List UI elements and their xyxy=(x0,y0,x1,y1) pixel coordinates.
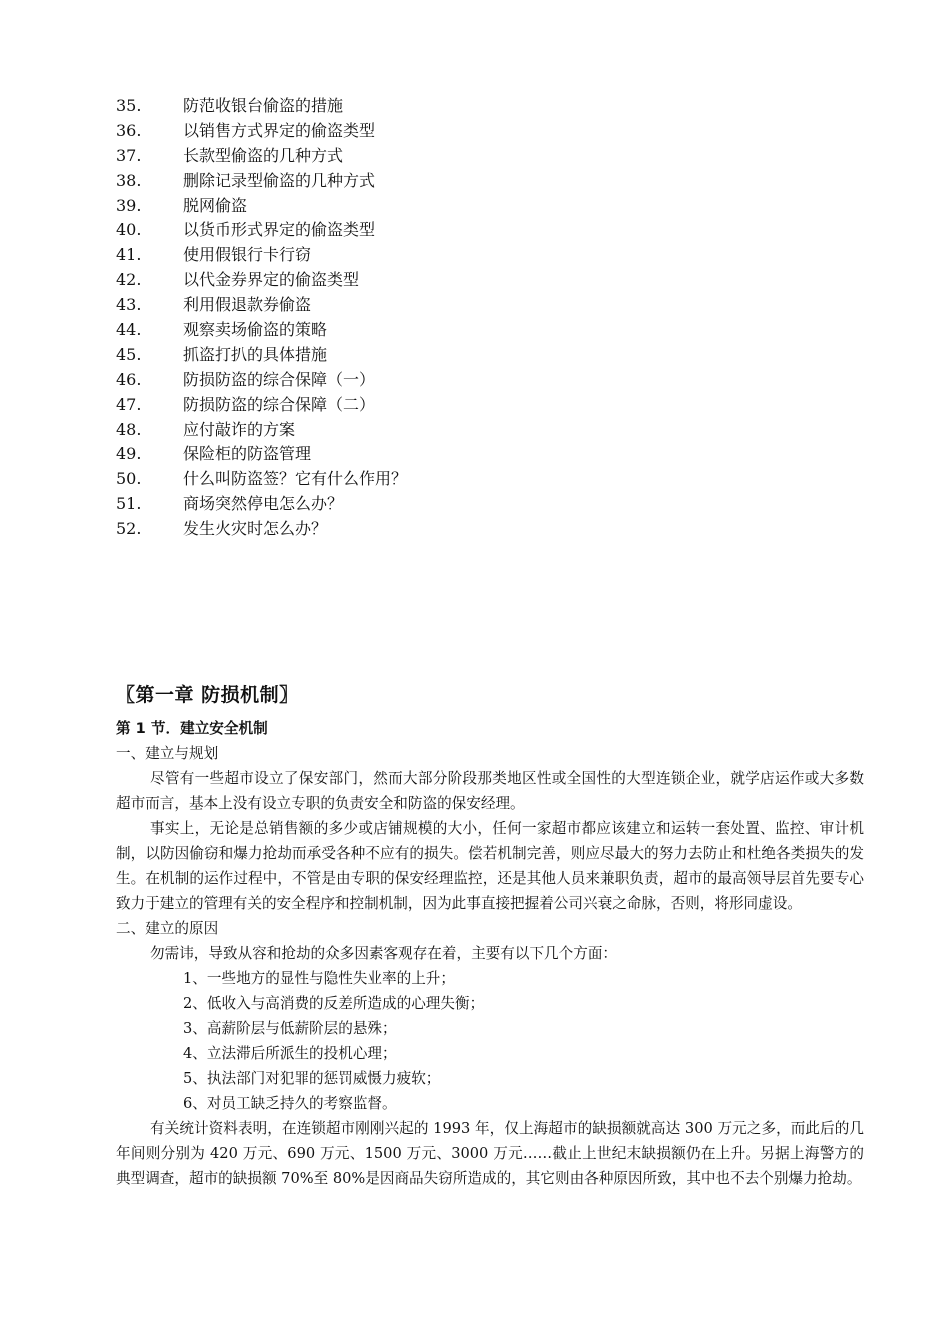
toc-item-text: 防损防盗的综合保障（一） xyxy=(183,369,376,389)
toc-item-number: 35. xyxy=(116,96,142,115)
toc-item xyxy=(116,169,407,194)
toc-item xyxy=(116,293,407,318)
toc-item xyxy=(116,492,407,517)
toc-item-text: 商场突然停电怎么办？ xyxy=(183,494,344,514)
toc-item-text: 应付敲诈的方案 xyxy=(183,419,296,439)
list-item: 6、对员工缺乏持久的考察监督。 xyxy=(183,1095,397,1112)
table-of-contents xyxy=(116,94,407,542)
toc-item xyxy=(116,119,407,144)
toc-item-number: 52. xyxy=(116,519,142,539)
toc-item-text: 以货币形式界定的偷盗类型 xyxy=(183,220,376,240)
chapter-body xyxy=(116,716,864,1191)
toc-item-number: 40. xyxy=(116,220,142,240)
list-item: 4、立法滞后所派生的投机心理； xyxy=(183,1045,397,1062)
toc-item xyxy=(116,318,407,343)
toc-item-number: 44. xyxy=(116,320,142,340)
toc-item xyxy=(116,218,407,243)
toc-item-number: 50. xyxy=(116,469,142,489)
toc-item-number: 48. xyxy=(116,419,142,439)
paragraph: 勿需讳，导致从容和抢劫的众多因素客观存在着，主要有以下几个方面： xyxy=(150,945,618,962)
paragraph: 有关统计资料表明，在连锁超市刚刚兴起的 1993 年，仅上海超市的缺损额就高达 300 万元之多，而此后的几年间则分别为 420 万元、690 万元、1500 万元、3000 万元……截止上世纪末缺损额仍在上升。另据上海警方的典型调查，超市的缺损额 70%至 80%是因商品失窃所造成的，其它则由各种原因所致，其中也不去个别爆力抢劫。 xyxy=(116,1120,864,1187)
chapter-title: 〖第一章 防损机制〗 xyxy=(116,684,299,706)
toc-item xyxy=(116,418,407,443)
toc-item-text: 脱网偷盗 xyxy=(183,195,248,215)
toc-item xyxy=(116,467,407,492)
toc-item xyxy=(116,368,407,393)
list-item: 1、一些地方的显性与隐性失业率的上升； xyxy=(183,970,455,987)
toc-item-text: 以销售方式界定的偷盗类型 xyxy=(183,120,376,140)
list-item: 2、低收入与高消费的反差所造成的心理失衡； xyxy=(183,995,485,1012)
toc-item xyxy=(116,517,407,542)
toc-item xyxy=(116,144,407,169)
section-title: 第 1 节．建立安全机制 xyxy=(116,720,268,737)
list-item: 3、高薪阶层与低薪阶层的悬殊； xyxy=(183,1020,397,1037)
toc-item-text: 发生火灾时怎么办？ xyxy=(183,519,328,539)
toc-item-number: 39. xyxy=(116,195,142,215)
toc-item-text: 抓盗打扒的具体措施 xyxy=(183,344,328,364)
toc-item-number: 38. xyxy=(116,170,142,190)
toc-item-number: 36. xyxy=(116,120,142,140)
toc-item-number: 45. xyxy=(116,344,142,364)
toc-item-text: 防范收银台偷盗的措施 xyxy=(183,96,344,115)
toc-item-text: 防损防盗的综合保障（二） xyxy=(183,394,376,414)
toc-item-number: 51. xyxy=(116,494,142,514)
toc-item-text: 保险柜的防盗管理 xyxy=(183,444,312,464)
toc-item-number: 41. xyxy=(116,245,142,265)
toc-item-text: 使用假银行卡行窃 xyxy=(183,245,312,265)
toc-item xyxy=(116,393,407,418)
toc-item-text: 观察卖场偷盗的策略 xyxy=(183,320,328,340)
toc-item-text: 删除记录型偷盗的几种方式 xyxy=(183,170,376,190)
list-item: 5、执法部门对犯罪的惩罚威慑力疲软； xyxy=(183,1070,441,1087)
toc-item-number: 47. xyxy=(116,394,142,414)
toc-item-text: 什么叫防盗签？它有什么作用？ xyxy=(183,469,408,489)
toc-item-number: 49. xyxy=(116,444,142,464)
toc-item xyxy=(116,243,407,268)
toc-item xyxy=(116,343,407,368)
paragraph: 事实上，无论是总销售额的多少或店铺规模的大小，任何一家超市都应该建立和运转一套处置、监控、审计机制，以防因偷窃和爆力抢劫而承受各种不应有的损失。偿若机制完善，则应尽最大的努力去防止和杜绝各类损失的发生。在机制的运作过程中，不管是由专职的保安经理监控，还是其他人员来兼职负责，超市的最高领导层首先要专心致力于建立的管理有关的安全程序和控制机制，因为此事直接把握着公司兴衰之命脉，否则，将形同虚设。 xyxy=(116,820,864,912)
toc-item xyxy=(116,442,407,467)
toc-item xyxy=(116,94,407,119)
toc-item-text: 利用假退款券偷盗 xyxy=(183,295,312,315)
toc-item xyxy=(116,268,407,293)
toc-item-number: 37. xyxy=(116,145,142,165)
toc-item-text: 长款型偷盗的几种方式 xyxy=(183,145,344,165)
paragraph: 尽管有一些超市设立了保安部门，然而大部分阶段那类地区性或全国性的大型连锁企业，就学店运作或大多数超市而言，基本上没有设立专职的负责安全和防盗的保安经理。 xyxy=(116,770,864,812)
part1-heading: 一、建立与规划 xyxy=(116,745,219,762)
toc-item-number: 43. xyxy=(116,295,142,315)
toc-item-number: 42. xyxy=(116,270,142,290)
toc-item-number: 46. xyxy=(116,369,142,389)
toc-item-text: 以代金券界定的偷盗类型 xyxy=(183,270,360,290)
part2-heading: 二、建立的原因 xyxy=(116,920,219,937)
toc-item xyxy=(116,194,407,219)
